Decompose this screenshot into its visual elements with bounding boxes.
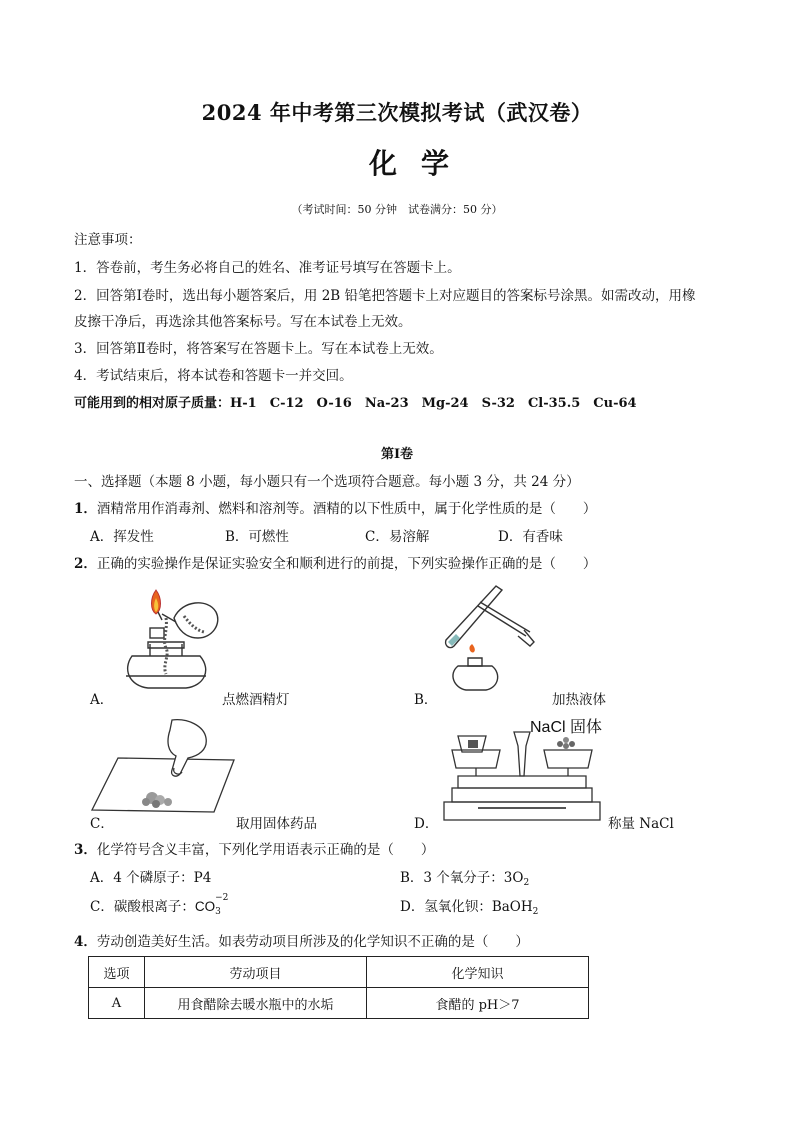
q2-option-b-letter: B． <box>414 692 438 708</box>
q1-option-a: A．挥发性 <box>90 529 154 545</box>
q4-table <box>88 956 589 1019</box>
q3-option-d <box>400 895 538 917</box>
question-number: 4． <box>74 934 97 950</box>
question-4 <box>74 930 529 950</box>
carbonate-formula: CO <box>194 899 216 914</box>
question-stem: 正确的实验操作是保证实验安全和顺利进行的前提，下列实验操作正确的是（ ） <box>96 556 597 572</box>
time-info: （考试时间：50 分钟 试卷满分：50 分） <box>291 203 503 216</box>
q2-option-b-caption: 加热液体 <box>552 692 606 708</box>
question-3 <box>74 838 434 858</box>
nacl-solid-label: NaCl 固体 <box>530 719 603 736</box>
section-instruction: 一、选择题（本题 8 小题，每小题只有一个选项符合题意。每小题 3 分，共 24 分） <box>74 474 580 490</box>
note-item: 4．考试结束后，将本试卷和答题卡一并交回。 <box>74 368 353 384</box>
table-header-cell: 化学知识 <box>367 957 589 988</box>
section-title: 第Ⅰ卷 <box>380 447 414 462</box>
alcohol-lamp-lighting-image <box>112 578 232 696</box>
q3-option-d-text: D．氢氧化钡：BaOH <box>400 899 533 915</box>
q2-option-c-caption: 取用固体药品 <box>236 816 317 832</box>
notes-heading: 注意事项： <box>74 232 142 248</box>
q2-option-d-caption: 称量 NaCl <box>608 816 674 832</box>
q3-option-c-text: C．碳酸根离子： <box>90 899 195 915</box>
heating-liquid-image <box>438 580 558 700</box>
subscript: 2 <box>523 878 530 888</box>
note-item: 1．答卷前，考生务必将自己的姓名、准考证号填写在答题卡上。 <box>74 260 461 276</box>
table-header-row <box>89 957 589 988</box>
note-item: 皮擦干净后，再选涂其他答案标号。写在本试卷上无效。 <box>74 314 412 330</box>
table-cell: 用食醋除去暖水瓶中的水垢 <box>145 988 367 1019</box>
note-item: 3．回答第Ⅱ卷时，将答案写在答题卡上。写在本试卷上无效。 <box>74 341 443 357</box>
q2-option-a-caption: 点燃酒精灯 <box>222 692 290 708</box>
q2-option-d-letter: D． <box>414 816 439 832</box>
superscript: −2 <box>215 893 229 903</box>
note-item: 2．回答第Ⅰ卷时，选出每小题答案后，用 2B 铅笔把答题卡上对应题目的答案标号涂黑。如需改动，用橡 <box>74 288 696 304</box>
question-stem: 劳动创造美好生活。如表劳动项目所涉及的化学知识不正确的是（ ） <box>96 934 529 950</box>
question-1 <box>74 497 596 517</box>
table-header-cell: 劳动项目 <box>145 957 367 988</box>
exam-title: 2024 年中考第三次模拟考试（武汉卷） <box>201 100 593 125</box>
q3-option-b <box>400 866 529 888</box>
q2-option-a-letter: A． <box>90 692 114 708</box>
balance-weighing-image <box>438 722 606 826</box>
question-number: 3． <box>74 842 97 858</box>
table-header-cell: 选项 <box>89 957 145 988</box>
q3-option-c <box>90 895 229 915</box>
subject-title: 化学 <box>368 147 473 180</box>
question-stem: 酒精常用作消毒剂、燃料和溶剂等。酒精的以下性质中，属于化学性质的是（ ） <box>96 501 597 517</box>
subscript: 2 <box>532 907 539 917</box>
subscript: 3 <box>215 907 221 917</box>
atomic-masses: 可能用到的相对原子质量：H-1 C-12 O-16 Na-23 Mg-24 S-32 Cl-35.5 Cu-64 <box>74 396 637 411</box>
question-number: 2． <box>74 556 97 572</box>
table-cell: 食醋的 pH＞7 <box>367 988 589 1019</box>
q3-option-b-text: B．3 个氧分子：3O <box>400 870 524 886</box>
q2-option-c-letter: C． <box>90 816 114 832</box>
question-stem: 化学符号含义丰富，下列化学用语表示正确的是（ ） <box>96 842 435 858</box>
q1-option-d: D．有香味 <box>498 529 563 545</box>
q3-option-a: A．4 个磷原子：P4 <box>90 870 212 886</box>
question-number: 1． <box>74 501 97 517</box>
table-cell: A <box>89 988 145 1019</box>
q1-option-c: C．易溶解 <box>365 529 430 545</box>
question-2 <box>74 552 596 572</box>
table-row <box>89 988 589 1019</box>
taking-solid-by-hand-image <box>88 716 238 816</box>
q1-option-b: B．可燃性 <box>225 529 289 545</box>
